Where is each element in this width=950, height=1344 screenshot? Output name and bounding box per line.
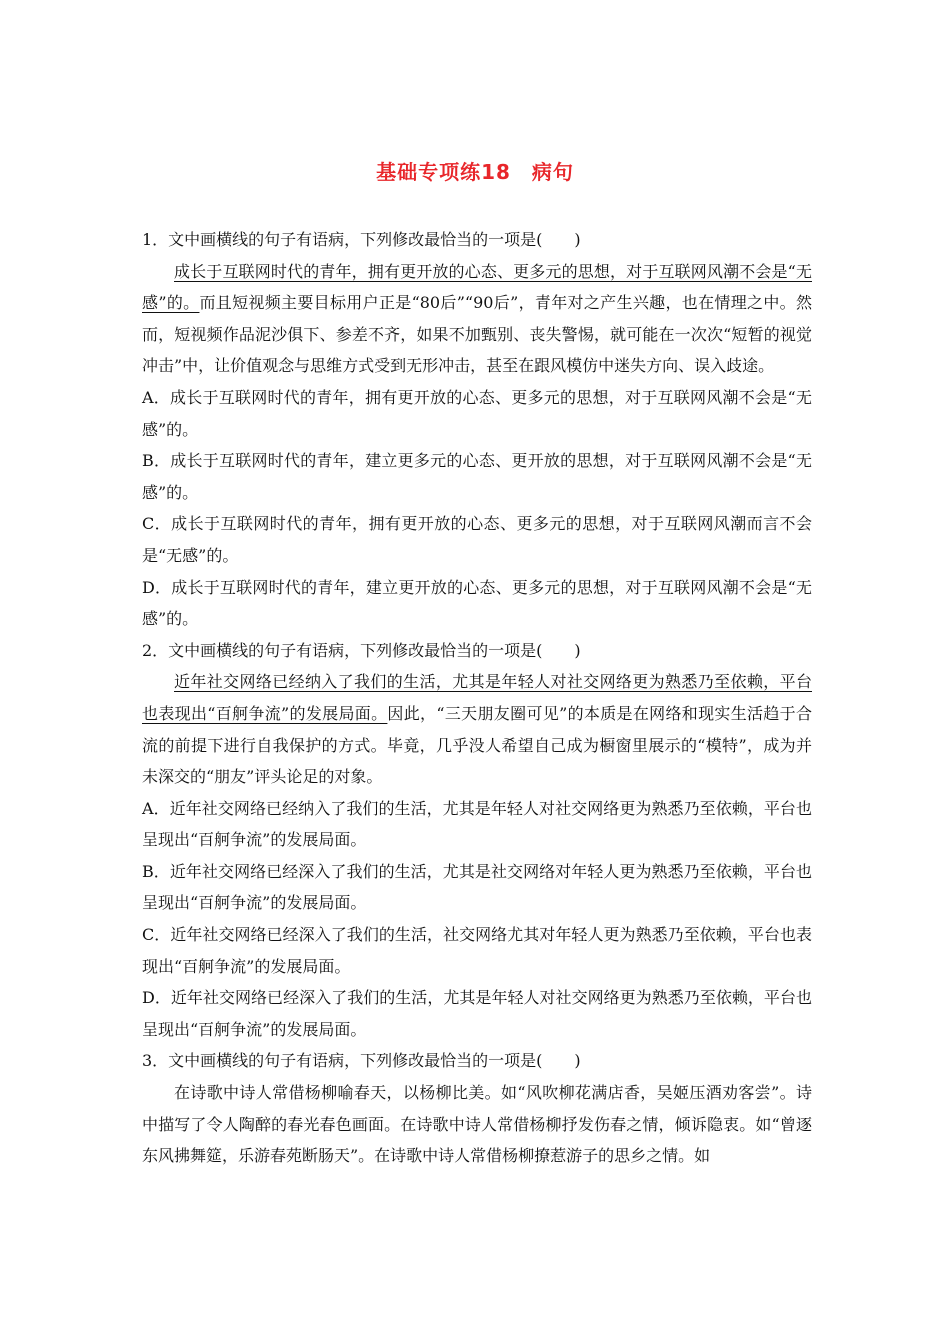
page-title: 基础专项练18 病句: [376, 160, 574, 184]
question-1-option-d: D．成长于互联网时代的青年，建立更开放的心态、更多元的思想，对于互联网风潮不会是“无感”的。: [142, 577, 812, 629]
question-1-passage-rest: 而且短视频主要目标用户正是“80后”“90后”，青年对之产生兴趣，也在情理之中。然而，短视频作品泥沙俱下、参差不齐，如果不加甄别、丧失警惕，就可能在一次次“短暂的视觉冲击”中，让价值观念与思维方式受到无形冲击，甚至在跟风模仿中迷失方向、误入歧途。: [142, 293, 812, 376]
question-1-option-b: B．成长于互联网时代的青年，建立更多元的心态、更开放的思想，对于互联网风潮不会是“无感”的。: [142, 451, 812, 502]
question-1-option-c: C．成长于互联网时代的青年，拥有更开放的心态、更多元的思想，对于互联网风潮而言不会是“无感”的。: [142, 514, 812, 565]
question-2-underlined-sentence: 近年社交网络已经纳入了我们的生活，尤其是年轻人对社交网络更为熟悉乃至依赖，平台也表现出“百舸争流”的发展局面。: [142, 672, 812, 723]
question-2-option-b: B．近年社交网络已经深入了我们的生活，尤其是社交网络对年轻人更为熟悉乃至依赖，平台也呈现出“百舸争流”的发展局面。: [142, 861, 812, 913]
document-body: [142, 224, 812, 1172]
question-3-stem: 3．文中画横线的句子有语病，下列修改最恰当的一项是( ): [142, 1051, 581, 1071]
question-2-option-a: A．近年社交网络已经纳入了我们的生活，尤其是年轻人对社交网络更为熟悉乃至依赖，平台也呈现出“百舸争流”的发展局面。: [142, 798, 812, 850]
question-2-option-c: C．近年社交网络已经深入了我们的生活，社交网络尤其对年轻人更为熟悉乃至依赖，平台也表现出“百舸争流”的发展局面。: [142, 925, 812, 976]
question-2-passage-rest: 因此，“三天朋友圈可见”的本质是在网络和现实生活趋于合流的前提下进行自我保护的方式。毕竟，几乎没人希望自己成为橱窗里展示的“模特”，成为并未深交的“朋友”评头论足的对象。: [142, 703, 812, 787]
question-1-stem: 1．文中画横线的句子有语病，下列修改最恰当的一项是( ): [142, 230, 581, 249]
question-2-stem: 2．文中画横线的句子有语病，下列修改最恰当的一项是( ): [142, 640, 581, 660]
question-3-passage: 在诗歌中诗人常借杨柳喻春天，以杨柳比美。如“风吹柳花满店香，吴姬压酒劝客尝”。诗中描写了令人陶醉的春光春色画面。在诗歌中诗人常借杨柳抒发伤春之情，倾诉隐衷。如“曾逐东风拂舞筵，乐游春苑断肠天”。在诗歌中诗人常借杨柳撩惹游子的思乡之情。如: [142, 1083, 812, 1166]
question-2-option-d: D．近年社交网络已经深入了我们的生活，尤其是年轻人对社交网络更为熟悉乃至依赖，平台也呈现出“百舸争流”的发展局面。: [142, 988, 812, 1039]
question-2-passage: [142, 666, 812, 792]
question-1-option-a: A．成长于互联网时代的青年，拥有更开放的心态、更多元的思想，对于互联网风潮不会是“无感”的。: [142, 387, 812, 439]
question-1-underlined-sentence: 成长于互联网时代的青年，拥有更开放的心态、更多元的思想，对于互联网风潮不会是“无感”的。: [142, 261, 812, 313]
question-1-passage: [142, 256, 812, 382]
